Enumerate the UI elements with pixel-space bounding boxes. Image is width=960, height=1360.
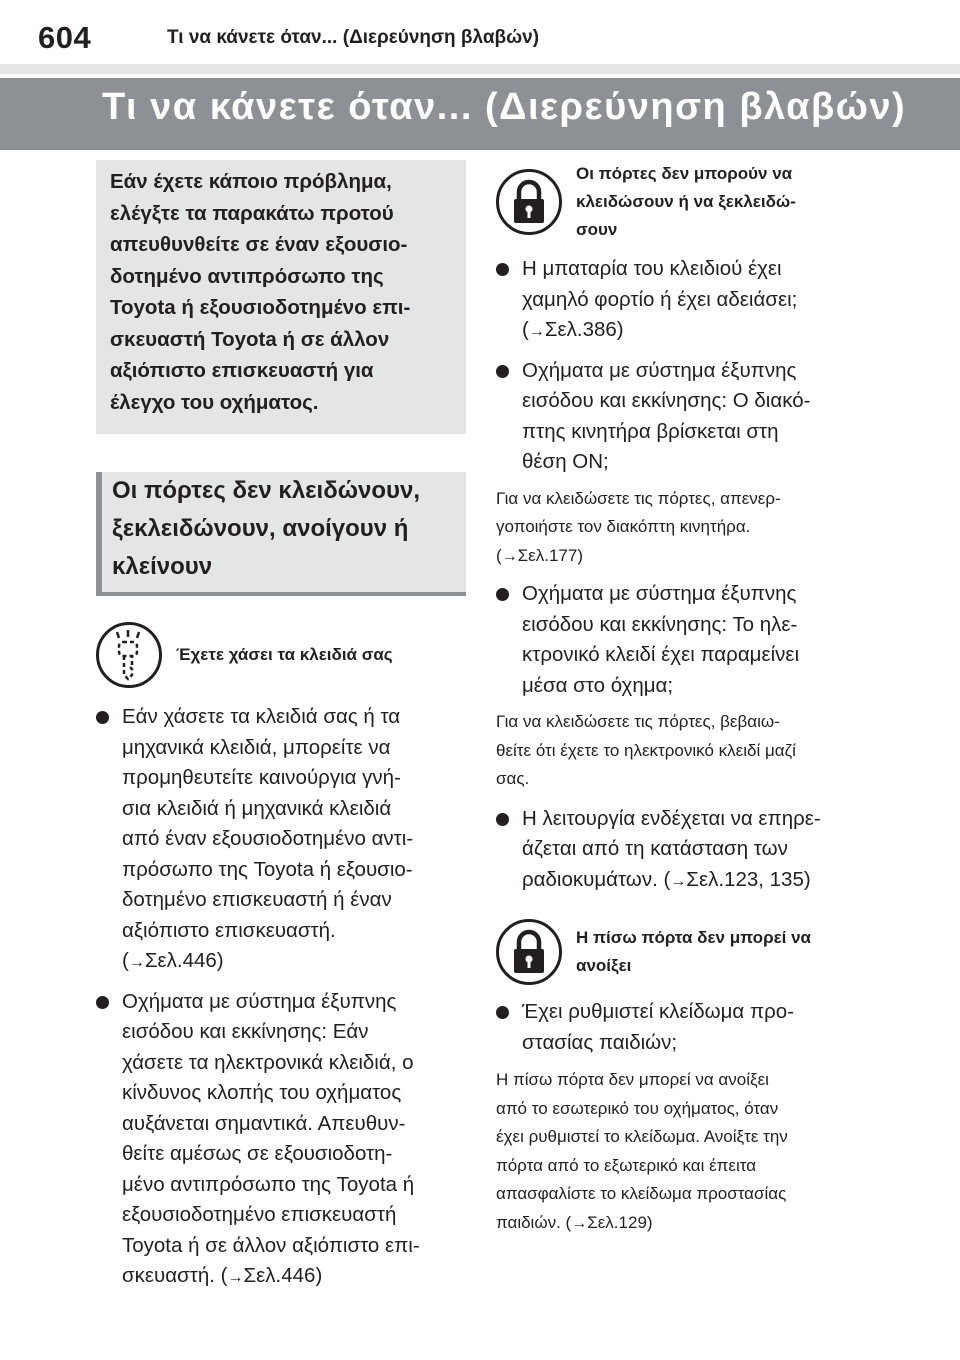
note-text bbox=[496, 485, 866, 572]
intro-line: αξιόπιστο επισκευαστή για bbox=[110, 359, 374, 382]
text-line: θείτε ότι έχετε το ηλεκτρονικό κλειδί μαζί bbox=[496, 740, 796, 760]
text-line: Toyota ή σε άλλον αξιόπιστο επι- bbox=[122, 1233, 420, 1257]
text-line: γοποιήστε τον διακόπτη κινητήρα. bbox=[496, 517, 751, 536]
text-line: από το εσωτερικό του οχήματος, όταν bbox=[496, 1098, 779, 1118]
text-line: πρόσωπο της Toyota ή εξουσιο- bbox=[122, 857, 413, 881]
note-text bbox=[496, 708, 866, 794]
text-line: Για να κλειδώσετε τις πόρτες, βεβαιω- bbox=[496, 712, 780, 731]
list-item bbox=[496, 997, 866, 1058]
bullet-icon bbox=[496, 813, 509, 826]
arrow-icon: → bbox=[571, 1214, 588, 1232]
text-line: έχει ρυθμιστεί το κλείδωμα. Ανοίξτε την bbox=[496, 1127, 788, 1146]
text-line: άζεται από τη κατάσταση των bbox=[522, 837, 788, 860]
section-heading-line: κλείνουν bbox=[112, 553, 213, 580]
intro-line: Εάν έχετε κάποιο πρόβλημα, bbox=[110, 170, 392, 193]
page-reference: ραδιοκυμάτων. (→Σελ.123, 135) bbox=[522, 867, 811, 891]
rear-door-heading bbox=[496, 919, 866, 985]
text-line: μέσα στο όχημα; bbox=[522, 673, 674, 697]
text-line: χαμηλό φορτίο ή έχει αδειάσει; bbox=[522, 287, 798, 311]
text-line: Έχει ρυθμιστεί κλείδωμα προ- bbox=[522, 1000, 795, 1023]
page-reference: (→Σελ.446) bbox=[122, 949, 224, 972]
key-icon bbox=[96, 622, 162, 688]
text-line: κλειδώσουν ή να ξεκλειδώ- bbox=[576, 192, 796, 211]
list-item bbox=[496, 356, 866, 478]
page-reference: (→Σελ.386) bbox=[522, 318, 624, 341]
text-line: Για να κλειδώσετε τις πόρτες, απενερ- bbox=[496, 488, 781, 508]
intro-line: σκευαστή Toyota ή σε άλλον bbox=[110, 327, 390, 351]
intro-line: δοτημένο αντιπρόσωπο της bbox=[110, 264, 384, 288]
text-line: θείτε αμέσως σε εξουσιοδοτη- bbox=[122, 1142, 393, 1165]
text-line: Οχήματα με σύστημα έξυπνης bbox=[522, 358, 797, 382]
text-line: εξουσιοδοτημένο επισκευαστή bbox=[122, 1203, 397, 1226]
arrow-icon: → bbox=[670, 872, 687, 890]
text-line: σας. bbox=[496, 769, 530, 788]
text-line: χάσετε τα ηλεκτρονικά κλειδιά, ο bbox=[122, 1050, 414, 1074]
section-heading bbox=[96, 472, 466, 596]
lost-keys-heading-text: Έχετε χάσει τα κλειδιά σας bbox=[176, 645, 393, 664]
text-line: Η πίσω πόρτα δεν μπορεί να ανοίξει bbox=[496, 1070, 769, 1089]
rear-door-heading-text bbox=[576, 924, 811, 980]
text-line: αυξάνεται σημαντικά. Απευθυν- bbox=[122, 1111, 406, 1135]
bullet-icon bbox=[96, 711, 109, 724]
text-line: πτης κινητήρα βρίσκεται στη bbox=[522, 419, 779, 443]
text-line: από έναν εξουσιοδοτημένο αντι- bbox=[122, 827, 414, 850]
text-line: Οχήματα με σύστημα έξυπνης bbox=[522, 582, 797, 605]
doors-lock-heading bbox=[496, 160, 866, 244]
text-line: δοτημένο επισκευαστή ή έναν bbox=[122, 888, 392, 911]
text-line: εισόδου και εκκίνησης: Ο διακό- bbox=[522, 389, 811, 412]
bullet-icon bbox=[496, 365, 509, 378]
lock-icon bbox=[496, 169, 562, 235]
page-number: 604 bbox=[38, 20, 92, 55]
intro-line: Toyota ή εξουσιοδοτημένο επι- bbox=[110, 296, 411, 319]
text-line: προμηθευτείτε καινούργια γνή- bbox=[122, 766, 401, 789]
list-item bbox=[496, 254, 866, 348]
right-column bbox=[496, 160, 866, 1238]
intro-box bbox=[96, 160, 466, 434]
doors-lock-heading-text bbox=[576, 160, 796, 244]
text-line: σουν bbox=[576, 220, 618, 239]
section-heading-line: Οι πόρτες δεν κλειδώνουν, bbox=[112, 477, 421, 504]
list-item bbox=[496, 804, 866, 898]
bullet-icon bbox=[496, 1006, 509, 1019]
lost-keys-heading bbox=[96, 622, 466, 688]
section-heading-line: ξεκλειδώνουν, ανοίγουν ή bbox=[112, 515, 409, 542]
page-reference: παιδιών. (→Σελ.129) bbox=[496, 1212, 653, 1232]
bullet-icon bbox=[496, 263, 509, 276]
lock-icon bbox=[496, 919, 562, 985]
arrow-icon: → bbox=[528, 323, 545, 340]
bullet-icon bbox=[96, 996, 109, 1009]
text-line: Εάν χάσετε τα κλειδιά σας ή τα bbox=[122, 705, 401, 728]
text-line: Η μπαταρία του κλειδιού έχει bbox=[522, 257, 782, 280]
text-line: Οι πόρτες δεν μπορούν να bbox=[576, 164, 793, 183]
text-line: Η πίσω πόρτα δεν μπορεί να bbox=[576, 928, 812, 947]
text-line: Η λειτουργία ενδέχεται να επηρε- bbox=[522, 806, 821, 830]
text-line: κτρονικό κλειδί έχει παραμείνει bbox=[522, 643, 800, 666]
text-line: εισόδου και εκκίνησης: Το ηλε- bbox=[522, 612, 798, 636]
page-reference: (→Σελ.177) bbox=[496, 545, 584, 565]
intro-line: έλεγχο του οχήματος. bbox=[110, 390, 319, 414]
page-title: Τι να κάνετε όταν... (Διερεύνηση βλαβών) bbox=[102, 86, 907, 128]
text-line: σια κλειδιά ή μηχανικά κλειδιά bbox=[122, 796, 392, 820]
note-text bbox=[496, 1066, 866, 1238]
text-line: μηχανικά κλειδιά, μπορείτε να bbox=[122, 735, 391, 759]
running-head: Τι να κάνετε όταν... (Διερεύνηση βλαβών) bbox=[167, 27, 540, 48]
arrow-icon: → bbox=[501, 547, 518, 565]
list-item bbox=[96, 987, 466, 1294]
text-line: απασφαλίστε το κλείδωμα προστασίας bbox=[496, 1184, 787, 1203]
page-reference: σκευαστή. (→Σελ.446) bbox=[122, 1264, 323, 1287]
text-line: θέση ON; bbox=[522, 450, 609, 473]
intro-line: ελέγξτε τα παρακάτω προτού bbox=[110, 201, 394, 225]
text-line: πόρτα από το εξωτερικό και έπειτα bbox=[496, 1155, 757, 1175]
arrow-icon: → bbox=[128, 954, 145, 971]
text-line: μένο αντιπρόσωπο της Toyota ή bbox=[122, 1172, 415, 1196]
left-column bbox=[96, 160, 466, 1294]
text-line: στασίας παιδιών; bbox=[522, 1030, 678, 1054]
text-line: κίνδυνος κλοπής του οχήματος bbox=[122, 1081, 402, 1104]
arrow-icon: → bbox=[227, 1269, 244, 1286]
text-line: ανοίξει bbox=[576, 956, 632, 975]
intro-line: απευθυνθείτε σε έναν εξουσιο- bbox=[110, 233, 408, 256]
text-line: Οχήματα με σύστημα έξυπνης bbox=[122, 989, 397, 1013]
text-line: αξιόπιστο επισκευαστή. bbox=[122, 918, 336, 942]
text-line: εισόδου και εκκίνησης: Εάν bbox=[122, 1020, 369, 1043]
list-item bbox=[496, 579, 866, 701]
bullet-icon bbox=[496, 588, 509, 601]
list-item bbox=[96, 702, 466, 979]
